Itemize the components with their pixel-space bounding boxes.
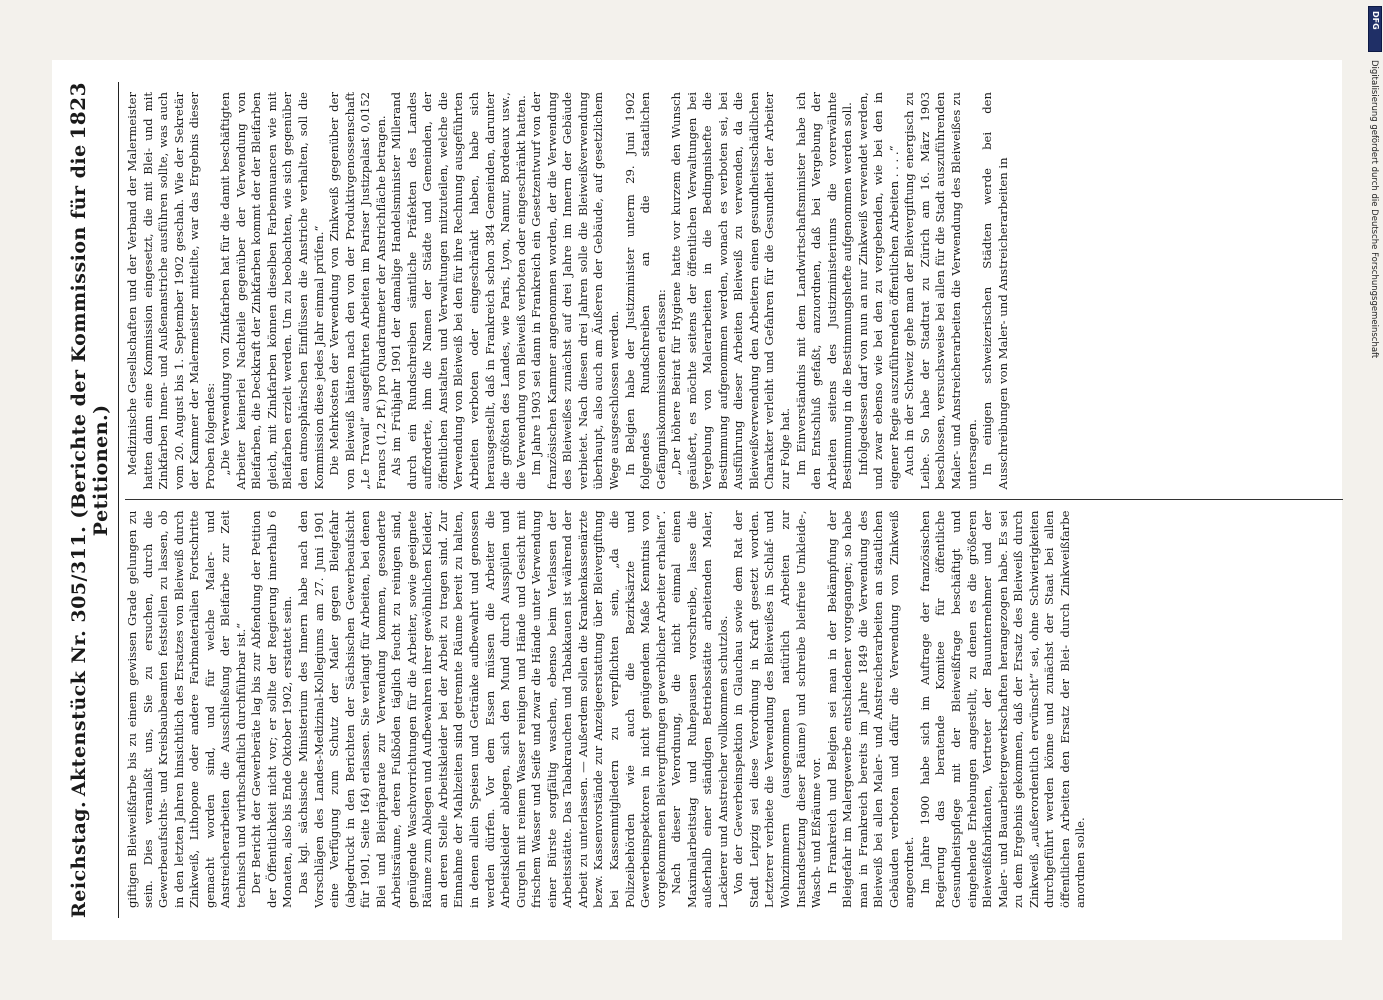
rotated-document-page (52, 60, 1342, 940)
dfg-logo (1368, 6, 1382, 52)
paragraph: Infolgedessen darf von nun an nur Zinkweiß verwendet werden, und zwar ebenso wie bei den zu vergebenden, wie bei den in eigener Regie auszuführenden öffentlichen Arbeiten . . . .“ (855, 92, 901, 490)
paragraph: Auch in der Schweiz gehe man der Bleivergiftung energisch zu Leibe. So habe der Stadtrat zu Zürich am 16. März 1903 beschlossen, versuchsweise bei allen für die Stadt auszuführenden Maler- und Anstreicherarbeiten die Verwendung des Bleiweißes zu untersagen. (902, 92, 979, 490)
paragraph: giftigen Bleiweißfarbe bis zu einem gewissen Grade gelungen zu sein. Dies veranlaßt uns, Sie zu ersuchen, durch die Gewerbeaufsichts- und Kreisbaubeamten feststellen zu lassen, ob in den letzten Jahren hinsichtlich des Ersatzes von Bleiweiß durch Zinkweiß, Lithopone oder andere Farbmaterialien Fortschritte gemacht worden sind, und für welche Maler- und Anstreicherarbeiten die Ausschließung der Bleifarbe zur Zeit technisch und wirthschaftlich durchführbar ist.“ (125, 510, 248, 908)
watermark-text: Digitalisierung gefördert durch die Deutsche Forschungsgemeinschaft (1369, 60, 1379, 359)
dfg-logo-text: DFG (1371, 11, 1380, 30)
paragraph: In einigen schweizerischen Städten werde bei den Ausschreibungen von Maler- und Anstreicherarbeiten in (980, 92, 1010, 490)
paragraph: Der Bericht der Gewerberäte lag bis zur Abfendung der Petition der Öffentlichkeit nicht vor; er sollte der Regierung innerhalb 6 Monaten, also bis Ende Oktober 1902, erstattet sein. (249, 510, 295, 908)
paragraph: Im Jahre 1900 habe sich im Auftrage der französischen Regierung das beratende Komitee für öffentliche Gesundheitspflege mit der Bleiweißfrage beschäftigt und eingehende Erhebungen angestellt, zu denen es die größeren Bleiweißfabrikanten, Vertreter der Bauunternehmer und der Maler- und Bauarbeitergewerkschaften herangezogen habe. Es sei zu dem Ergebnis gekommen, daß der Ersatz des Bleiweiß durch Zinkweiß „außerordentlich erwünscht“ sei, ohne Schwierigkeiten durchgeführt werden könne und zunächst der Staat bei allen öffentlichen Arbeiten den Ersatz der Blei- durch Zinkweißfarbe anordnen solle. (917, 510, 1088, 908)
column-divider (125, 500, 1343, 501)
digitization-watermark (1367, 60, 1381, 660)
paragraph: „Der höhere Beirat für Hygiene hatte vor kurzem den Wunsch geäußert, es möchte seitens der öffentlichen Verwaltungen bei Vergebung von Malerarbeiten in die Bedingnishefte die Bestimmung aufgenommen werden, wonach es verboten sei, bei Ausführung dieser Arbeiten Bleiweiß zu verwenden, da die Bleiweißverwendung den Arbeitern einen gesundheitsschädlichen Charakter verleiht und Gefahren für die Gesundheit der Arbeiter zur Folge hat. (669, 92, 792, 490)
paragraph: Das kgl. sächsische Ministerium des Innern habe nach den Vorschlägen des Landes-Medizinal-Kollegiums am 27. Juni 1901 eine Verfügung zum Schutz der Maler gegen Bleigefahr (abgedruckt in den Berichten der Sächsischen Gewerbeaufsicht für 1901, Seite 164) erlassen. Sie verlangt für Arbeiten, bei denen Blei und Bleipräparate zur Verwendung kommen, gesonderte Arbeitsräume, deren Fußböden täglich feucht zu reinigen sind, genügende Waschvorrichtungen für die Arbeiter, sowie geeignete Räume zum Ablegen und Aufbewahren ihrer gewöhnlichen Kleider, an deren Stelle Arbeitskleider bei der Arbeit zu tragen sind. Zur Einnahme der Mahlzeiten sind getrennte Räume bereit zu halten, in denen allein Speisen und Getränke aufbewahrt und genossen werden dürfen. Vor dem Essen müssen die Arbeiter die Arbeitskleider ablegen, sich den Mund durch Ausspülen und Gurgeln mit reinem Wasser reinigen und Hände und Gesicht mit frischem Wasser und Seife und zwar die Hände unter Verwendung einer Bürste sorgfältig waschen, ebenso beim Verlassen der Arbeitsstätte. Das Tabakrauchen und Tabakkauen ist während der Arbeit zu unterlassen. — Außerdem sollen die Krankenkassenärzte bezw. Kassenvorstände zur Anzeigeerstattung über Bleivergiftung bei Kassenmitgliedern zu verpflichten sein, „da die Polizeibehörden wie auch die Bezirksärzte und Gewerbeinspektoren in nicht genügendem Maße Kenntnis von vorgekommenen Bleivergiftungen gewerblicher Arbeiter erhalten“. (296, 510, 668, 908)
paragraph: Als im Frühjahr 1901 der damalige Handelsminister Millerand durch ein Rundschreiben sämtliche Präfekten des Landes aufforderte, ihm die Namen der Städte und Gemeinden, der öffentlichen Anstalten und Verwaltungen mitzuteilen, welche die Verwendung von Bleiweiß bei den für ihre Rechnung ausgeführten Arbeiten verboten oder eingeschränkt haben, habe sich herausgestellt, daß in Frankreich schon 384 Gemeinden, darunter die größten des Landes, wie Paris, Lyon, Namur, Bordeaux usw., die Verwendung von Bleiweiß verboten oder eingeschränkt hatten. (389, 92, 528, 490)
paragraph: In Belgien habe der Justizminister unterm 29. Juni 1902 folgendes Rundschreiben an die staatlichen Gefängniskommissionen erlassen: (622, 92, 668, 490)
paragraph: Die Mehrkosten der Verwendung von Zinkweiß gegenüber der von Bleiweiß hätten nach den von der Produktivgenossenschaft „Le Travail“ ausgeführten Arbeiten im Pariser Justizpalast 0,0152 Francs (1,2 Pf.) pro Quadratmeter der Anstrichfläche betragen. (327, 92, 388, 490)
paragraph: „Die Verwendung von Zinkfarben hat für die damit beschäftigten Arbeiter keinerlei Nachteile gegenüber der Verwendung von Bleifarben, die Deckkraft der Zinkfarben kommt der der Bleifarben gleich, mit Zinkfarben können dieselben Farbennuancen wie mit Bleifarben erzielt werden. Um zu beobachten, wie sich gegenüber den atmosphärischen Einflüssen die Anstriche verhalten, soll die Kommission diese jedes Jahr einmal prüfen.“ (218, 92, 326, 490)
paragraph: Im Jahre 1903 sei dann in Frankreich ein Gesetzentwurf von der französischen Kammer angenommen worden, der die Verwendung des Bleiweißes zunächst auf drei Jahre im Innern der Gebäude verbietet. Nach diesen drei Jahren solle die Bleiweißverwendung überhaupt, also auch am Äußeren der Gebäude, auf gesetzlichem Wege ausgeschlossen werden. (529, 92, 621, 490)
paragraph: In Frankreich und Belgien sei man in der Bekämpfung der Bleigefahr im Malergewerbe entschiedener vorgegangen; so habe man in Frankreich bereits im Jahre 1849 die Verwendung des Bleiweiß bei allen Maler- und Anstreicherarbeiten an staatlichen Gebäuden verboten und dafür die Verwendung von Zinkweiß angeordnet. (824, 510, 917, 908)
paragraph: Nach dieser Verordnung, die nicht einmal einen Maximalarbeitstag und Ruhepausen vorschreibe, lasse die außerhalb einer ständigen Betriebsstätte arbeitenden Maler, Lackierer und Anstreicher vollkommen schutzlos. (669, 510, 730, 908)
column-left (125, 501, 1343, 919)
paragraph: Von der Gewerbeinspektion in Glauchau sowie dem Rat der Stadt Leipzig sei diese Verordnung in Kraft gesetzt worden. Letzterer verbiete die Verwendung des Bleiweißes in Schlaf- und Wohnzimmern (ausgenommen natürlich Arbeiten zur Instandsetzung dieser Räume) und schreibe bleifreie Umkleide-, Wasch- und Eßräume vor. (731, 510, 824, 908)
page-number: 1823 (66, 82, 90, 140)
text-columns (125, 82, 1343, 918)
page-header (66, 82, 119, 918)
paragraph: Im Einverständnis mit dem Landwirtschaftsminister habe ich den Entschluß gefaßt, anzuordnen, daß bei Vergebung der Arbeiten seitens des Justizministeriums die vorerwähnte Bestimmung in die Bestimmungshefte aufgenommen werden soll. (793, 92, 855, 490)
column-right (125, 82, 1343, 500)
paragraph: Medizinische Gesellschaften und der Verband der Malermeister hatten dann eine Kommission eingesetzt, die mit Blei- und mit Zinkfarben Innen- und Außenanstriche ausführen sollte, was auch vom 20. August bis 1. September 1902 geschah. Wie der Sekretär der Kammer der Malermeister mitteilte, war das Ergebnis dieser Proben folgendes: (125, 92, 217, 490)
header-left: Reichstag. (68, 800, 90, 918)
header-title: Aktenstück Nr. 305/311. (Berichte der Kommission für die Petitionen.) (68, 144, 112, 797)
